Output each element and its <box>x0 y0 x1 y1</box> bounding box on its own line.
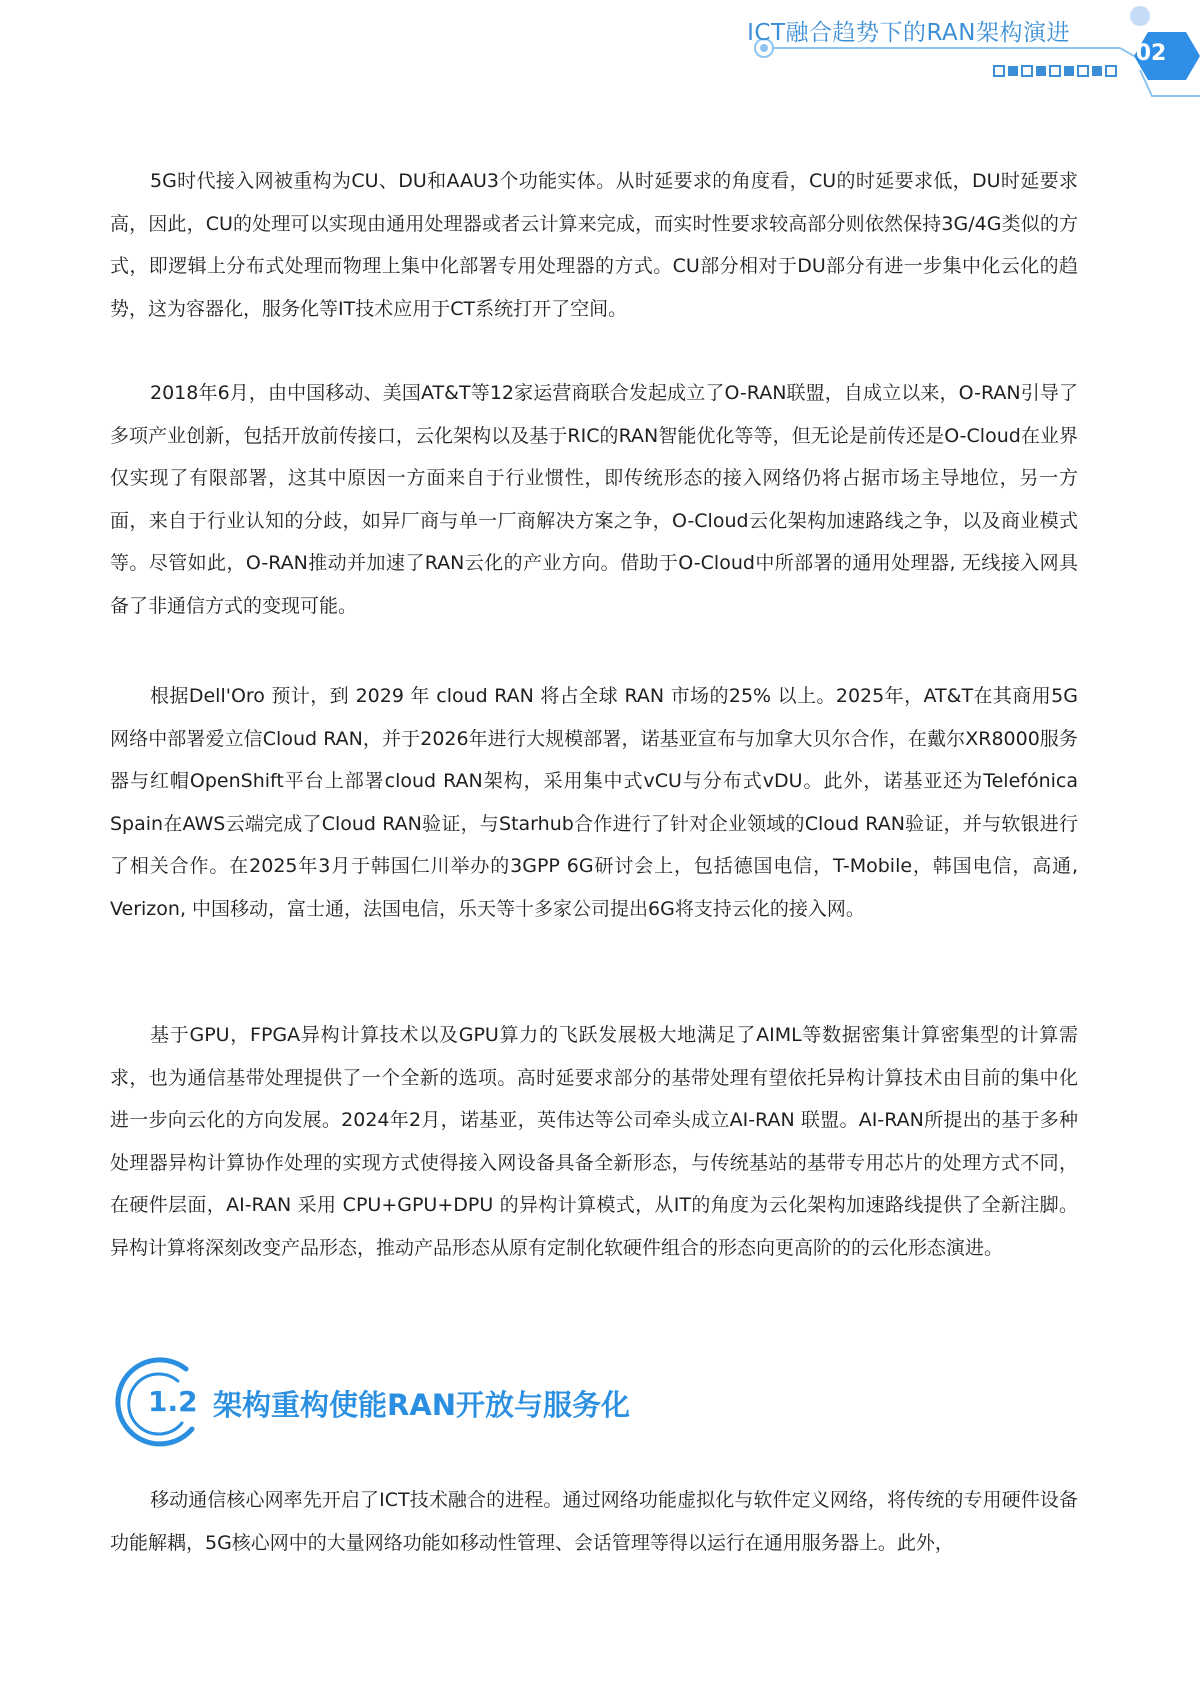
paragraph-text: 根据Dell'Oro 预计，到 2029 年 cloud RAN 将占全球 RAN 市场的25% 以上。2025年，AT&T在其商用5G网络中部署爱立信Cloud RAN，并于2026年进行大规模部署，诺基亚宣布与加拿大贝尔合作，在戴尔XR8000服务器与红帽OpenShift平台上部署cloud RAN架构，采用集中式vCU与分布式vDU。此外，诺基亚还为Telefónica Spain在AWS云端完成了Cloud RAN验证，与Starhub合作进行了针对企业领域的Cloud RAN验证，并与软银进行了相关合作。在2025年3月于韩国仁川举办的3GPP 6G研讨会上，包括德国电信，T-Mobile，韩国电信，高通, Verizon, 中国移动，富士通，法国电信，乐天等十多家公司提出6G将支持云化的接入网。 <box>110 685 1078 920</box>
paragraph-text: 5G时代接入网被重构为CU、DU和AAU3个功能实体。从时延要求的角度看，CU的时延要求低，DU时延要求高，因此，CU的处理可以实现由通用处理器或者云计算来完成，而实时性要求较高部分则依然保持3G/4G类似的方式，即逻辑上分布式处理而物理上集中化部署专用处理器的方式。CU部分相对于DU部分有进一步集中化云化的趋势，这为容器化，服务化等IT技术应用于CT系统打开了空间。 <box>110 170 1078 320</box>
header-square-dots <box>994 66 1116 76</box>
page-number: 02 <box>1135 41 1167 66</box>
header-title: ICT融合趋势下的RAN架构演进 <box>747 20 1070 46</box>
paragraph <box>110 1479 1078 1564</box>
paragraph-text: 2018年6月，由中国移动、美国AT&T等12家运营商联合发起成立了O-RAN联盟，自成立以来，O-RAN引导了多项产业创新，包括开放前传接口，云化架构以及基于RIC的RAN智能优化等等，但无论是前传还是O-Cloud在业界仅实现了有限部署，这其中原因一方面来自于行业惯性，即传统形态的接入网络仍将占据市场主导地位，另一方面，来自于行业认知的分歧，如异厂商与单一厂商解决方案之争，O-Cloud云化架构加速路线之争，以及商业模式等。尽管如此，O-RAN推动并加速了RAN云化的产业方向。借助于O-Cloud中所部署的通用处理器, 无线接入网具备了非通信方式的变现可能。 <box>110 382 1078 617</box>
paragraph <box>110 1014 1078 1269</box>
paragraph-text: 移动通信核心网率先开启了ICT技术融合的进程。通过网络功能虚拟化与软件定义网络，将传统的专用硬件设备功能解耦，5G核心网中的大量网络功能如移动性管理、会话管理等得以运行在通用服务器上。此外， <box>110 1489 1078 1554</box>
paragraph-text: 基于GPU，FPGA异构计算技术以及GPU算力的飞跃发展极大地满足了AIML等数据密集计算密集型的计算需求，也为通信基带处理提供了一个全新的选项。高时延要求部分的基带处理有望依托异构计算技术由目前的集中化进一步向云化的方向发展。2024年2月，诺基亚，英伟达等公司牵头成立AI-RAN 联盟。AI-RAN所提出的基于多种处理器异构计算协作处理的实现方式使得接入网设备具备全新形态，与传统基站的基带专用芯片的处理方式不同，在硬件层面，AI-RAN 采用 CPU+GPU+DPU 的异构计算模式，从IT的角度为云化架构加速路线提供了全新注脚。异构计算将深刻改变产品形态，推动产品形态从原有定制化软硬件组合的形态向更高阶的的云化形态演进。 <box>110 1024 1078 1259</box>
paragraph <box>110 675 1078 930</box>
section-title: 架构重构使能RAN开放与服务化 <box>213 1388 631 1422</box>
paragraph <box>110 160 1078 330</box>
section-number: 1.2 <box>148 1385 198 1418</box>
paragraph <box>110 372 1078 627</box>
